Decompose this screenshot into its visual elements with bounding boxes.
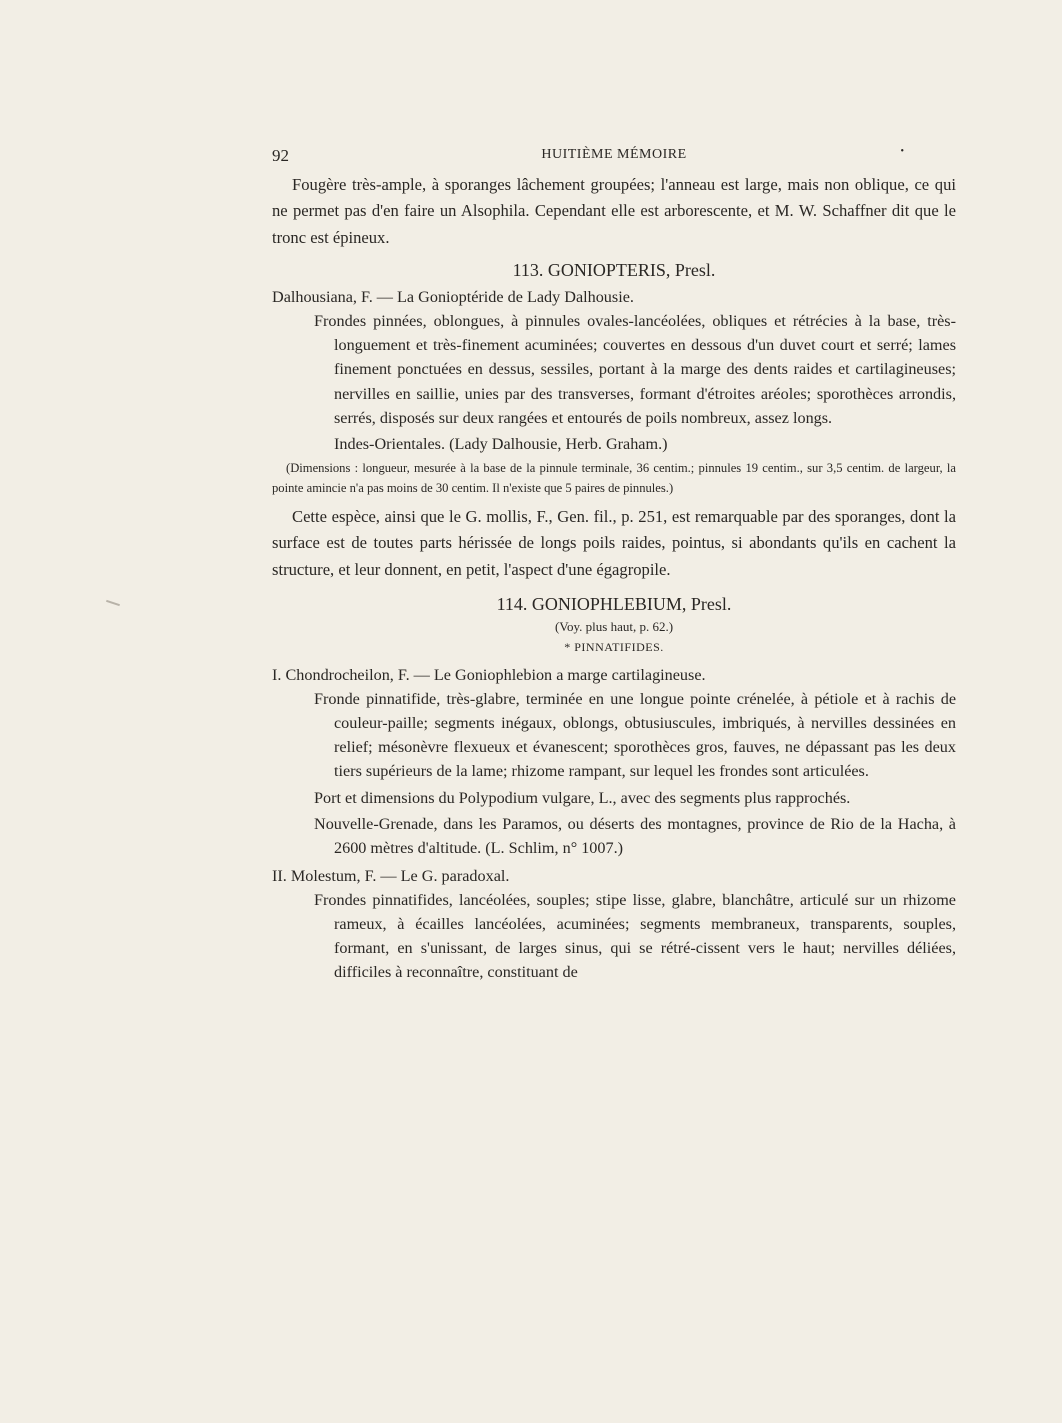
- page-header: [272, 146, 956, 168]
- species-remark-dalhousiana: Cette espèce, ainsi que le G. mollis, F., Gen. fil., p. 251, est remarquable par des sporanges, dont la surface est de toutes parts hérissée de longs poils raides, pointus, si abondants qu'ils en cachent la structure, et leur donnent, en petit, l'aspect d'une égagropile.: [272, 506, 956, 579]
- page-body: [272, 172, 956, 984]
- genus-heading-114: 114. GONIOPHLEBIUM, Presl.: [496, 593, 732, 614]
- page-number: 92: [272, 146, 289, 165]
- species-name-chondrocheilon: I. Chondrocheilon, F. — Le Goniophlebion a marge cartilagineuse.: [272, 665, 706, 684]
- species-description-dalhousiana: Frondes pinnées, oblongues, à pinnules ovales-lancéolées, obliques et rétrécies à la base, très-longuement et très-finement acuminées; couvertes en dessous d'un duvet court et serré; lames finement ponctuées en dessus, sessiles, portant à la marge des dents raides et cartilagineuses; nervilles en saillie, unies par des transverses, formant d'étroites aréoles; sporothèces arrondis, serrés, disposés sur deux rangées et entourés de poils nombreux, assez longs.: [314, 311, 956, 427]
- genus-note-114: (Voy. plus haut, p. 62.): [554, 618, 674, 634]
- species-description-molestum: Frondes pinnatifides, lancéolées, souples; stipe lisse, glabre, blanchâtre, articulé sur un rhizome rameux, à écailles lancéolées, acuminées; segments membraneux, transparents, souples, formant, en s'unissant, de larges sinus, qui se rétré-cissent vers le haut; nervilles déliées, difficiles à reconnaître, constituant de: [314, 890, 956, 982]
- species-dimensions-dalhousiana: (Dimensions : longueur, mesurée à la base de la pinnule terminale, 36 centim.; pinnules 19 centim., sur 3,5 centim. de largeur, la pointe amincie n'a pas moins de 30 centim. Il n'existe que 5 paires de pinnules.): [272, 460, 956, 495]
- paragraph-intro: Fougère très-ample, à sporanges lâchement groupées; l'anneau est large, mais non oblique, ce qui ne permet pas d'en faire un Alsophila. Cependant elle est arborescente, et M. W. Schaffner dit que le tronc est épineux.: [272, 175, 956, 247]
- margin-mark: [106, 600, 120, 606]
- species-locality-chondrocheilon: Nouvelle-Grenade, dans les Paramos, ou déserts des montagnes, province de Rio de la Hacha, à 2600 mètres d'altitude. (L. Schlim, n° 1007.): [314, 814, 956, 857]
- species-description-chondrocheilon: Fronde pinnatifide, très-glabre, terminée en une longue pointe crénelée, à pétiole et à rachis de couleur-paille; segments inégaux, oblongs, obtusiuscules, imbriqués, à nervilles dessinées en relief; mésonèvre flexueux et évanescent; sporothèces gros, fauves, ne dépassant pas les deux tiers supérieurs de la lame; rhizome rampant, sur lequel les frondes sont articulées.: [314, 689, 956, 781]
- species-name-molestum: II. Molestum, F. — Le G. paradoxal.: [272, 866, 510, 885]
- species-locality-dalhousiana: Indes-Orientales. (Lady Dalhousie, Herb. Graham.): [334, 434, 668, 453]
- header-mark: •: [900, 146, 904, 157]
- species-port-chondrocheilon: Port et dimensions du Polypodium vulgare, L., avec des segments plus rapprochés.: [314, 788, 851, 807]
- running-head: HUITIÈME MÉMOIRE: [541, 147, 687, 162]
- genus-heading-113: 113. GONIOPTERIS, Presl.: [512, 259, 716, 280]
- species-name-dalhousiana: Dalhousiana, F. — La Gonioptéride de Lady Dalhousie.: [272, 287, 634, 306]
- section-heading: * PINNATIFIDES.: [564, 639, 664, 654]
